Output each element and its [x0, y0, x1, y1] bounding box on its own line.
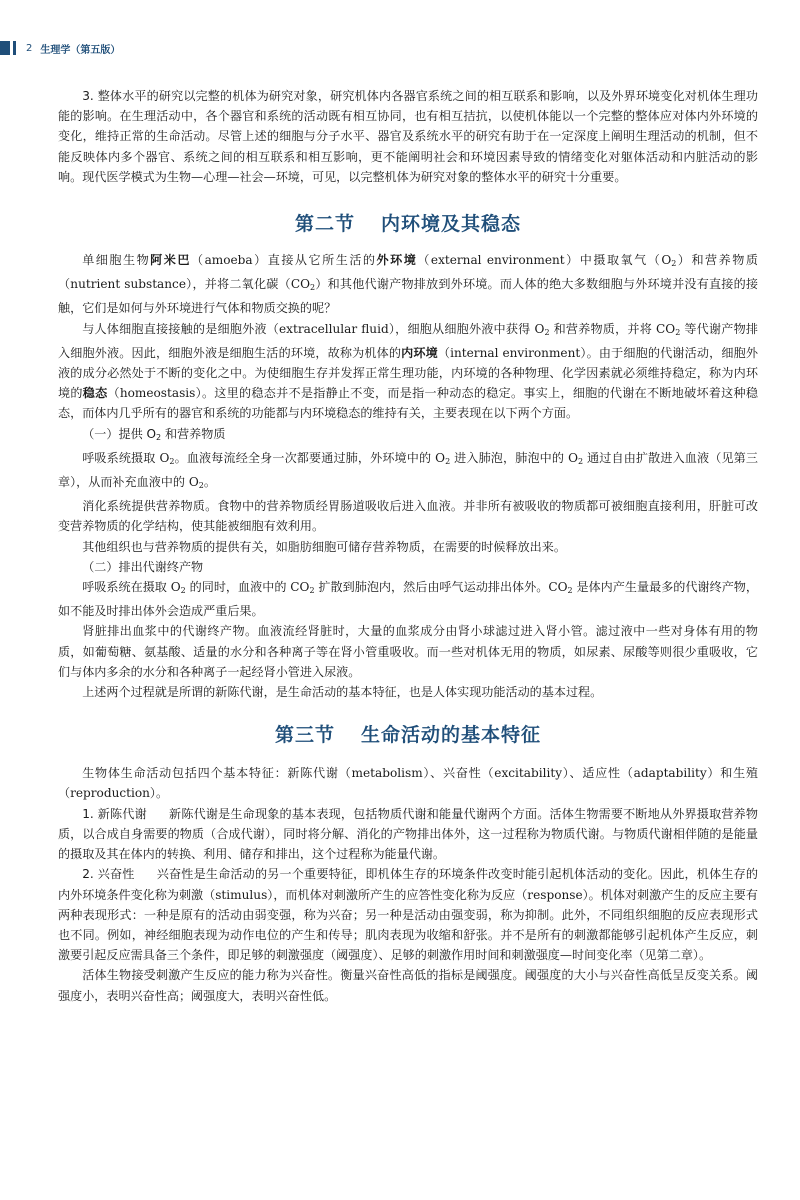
paragraph-amoeba [58, 250, 758, 319]
paragraph-metabolism-summary: 上述两个过程就是所谓的新陈代谢，是生命活动的基本特征，也是人体实现功能活动的基本过程。 [82, 685, 603, 700]
text-run: （external environment）中摄取氧气（O [417, 253, 672, 268]
subscript: 2 [198, 481, 204, 491]
subscript: 2 [156, 432, 162, 442]
page-header [0, 40, 120, 56]
subscript: 2 [309, 586, 315, 596]
subscript: 2 [544, 327, 550, 337]
item-title-excitability: 2. 兴奋性 [82, 867, 135, 882]
text-run: ）和营养物质（nutrient substance），并将二氧化碳（CO [58, 253, 758, 292]
item-title-metabolism: 1. 新陈代谢 [82, 806, 147, 821]
text-run: 单细胞生物 [82, 253, 151, 268]
text-run: 与人体细胞直接接触的是细胞外液（extracellular fluid），细胞从细胞外液中获得 O [82, 321, 545, 336]
item-title-whole-body-level: 3. 整体水平的研究 [82, 89, 184, 103]
text-run: 扩散到肺泡内，然后由呼气运动排出体外。CO [314, 580, 568, 595]
subscript: 2 [169, 456, 175, 466]
term-amoeba: 阿米巴 [150, 253, 191, 268]
text-run: （amoeba）直接从它所生活的 [190, 253, 377, 268]
paragraph-respiratory-co2 [58, 577, 758, 621]
text-run: 是体内产生量最多的代谢终产物，如不能及时排出体外会造成严重后果。 [58, 580, 759, 619]
text-run: （一）提供 O [82, 426, 157, 441]
section-title: 生命活动的基本特征 [361, 724, 542, 747]
term-external-environment: 外环境 [376, 253, 418, 268]
subheading-excrete-metabolites: （二）排出代谢终产物 [82, 559, 204, 574]
subscript: 2 [578, 456, 584, 466]
paragraph-digestive-nutrients: 消化系统提供营养物质。食物中的营养物质经胃肠道吸收后进入血液。并非所有被吸收的物质都可被细胞直接利用，肝脏可改变营养物质的化学结构，使其能被细胞有效利用。 [58, 499, 758, 534]
page-number: 2 [26, 42, 33, 54]
text-run: 。血液每流经全身一次都要通过肺，外环境中的 O [174, 450, 446, 465]
item-text-excitability: 兴奋性是生命活动的另一个重要特征，即机体生存的环境条件改变时能引起机体活动的变化。因此，机体生存的内外环境条件变化称为刺激（stimulus），而机体对刺激所产生的应答性变化称为反应（response）。机体对刺激产生的反应主要有两种表现形式：一种是原有的活动由弱变强，称为兴奋；另一种是活动由强变弱，称为抑制。此外，不同组织细胞的反应表现形式也不同。例如，神经细胞表现为动作电位的产生和传导；肌肉表现为收缩和舒张。并不是所有的刺激都能够引起机体产生反应，刺激要引起反应需具备三个条件，即足够的刺激强度（阈强度）、足够的刺激作用时间和刺激强度—时间变化率（见第二章）。 [58, 867, 758, 963]
paragraph-excitability [58, 864, 758, 965]
subscript: 2 [675, 327, 681, 337]
text-run: ）和其他代谢产物排放到外环境。而人体的绝大多数细胞与外环境并没有直接的接触，它们是如何与外环境进行气体和物质交换的呢？ [58, 277, 758, 316]
paragraph-kidney: 肾脏排出血浆中的代谢终产物。血液流经肾脏时，大量的血浆成分由肾小球滤过进入肾小管。滤过液中一些对身体有用的物质，如葡萄糖、氨基酸、适量的水分和各种离子等在肾小管重吸收。而一些对机体无用的物质，如尿素、尿酸等则很少重吸收，它们与体内多余的水分和各种离子一起经肾小管进入尿液。 [58, 624, 758, 679]
running-title: 生理学（第五版） [40, 44, 121, 56]
paragraph-other-tissues: 其他组织也与营养物质的提供有关，如脂肪细胞可储存营养物质，在需要的时候释放出来。 [82, 539, 566, 554]
section-title: 内环境及其稳态 [381, 213, 522, 236]
section-number: 第三节 [274, 724, 335, 747]
paragraph-internal-environment [58, 319, 758, 424]
text-run: （internal environment）。由于细胞的代谢活动，细胞外液的成分必然处于不断的变化之中。为使细胞生存并发挥正常生理功能，内环境的各种物理、化学因素就必须维持稳定，称为内环境的 [58, 345, 758, 401]
text-run: 进入肺泡，肺泡中的 O [450, 450, 578, 465]
text-run: 的同时，血液中的 CO [185, 580, 310, 595]
item-text-metabolism: 新陈代谢是生命现象的基本表现，包括物质代谢和能量代谢两个方面。活体生物需要不断地从外界摄取营养物质，以合成自身需要的物质（合成代谢），同时将分解、消化的产物排出体外，这一过程称为物质代谢。与物质代谢相伴随的是能量的摄取及其在体内的转换、利用、储存和排出，这个过程称为能量代谢。 [58, 806, 758, 862]
text-run: 和营养物质 [161, 426, 226, 441]
header-bar-mark-thin [13, 41, 16, 55]
section-heading-life-characteristics [58, 720, 758, 747]
text-run: 等代谢产物排入细胞外液。因此，细胞外液是细胞生活的环境，故称为机体的 [58, 321, 758, 360]
term-internal-environment: 内环境 [401, 345, 438, 360]
subscript: 2 [445, 456, 451, 466]
paragraph-whole-body-level [58, 86, 758, 187]
subheading-provide-oxygen [58, 424, 758, 448]
subscript: 2 [671, 259, 677, 269]
item-text-whole-body-level: 以完整的机体为研究对象，研究机体内各器官系统之间的相互联系和影响，以及外界环境变化对机体生理功能的影响。在生理活动中，各个器官和系统的活动既有相互协同，也有相互拮抗，以使机体能以一个完整的整体应对体内外环境的变化，维持正常的生命活动。尽管上述的细胞与分子水平、器官及系统水平的研究有助于在一定深度上阐明生理活动的机制，但不能反映体内多个器官、系统之间的相互联系和相互影响，更不能阐明社会和环境因素导致的情绪变化对躯体活动和内脏活动的影响。现代医学模式为生物—心理—社会—环境，可见，以完整机体为研究对象的整体水平的研究十分重要。 [58, 89, 758, 184]
paragraph-metabolism [58, 804, 758, 865]
subscript: 2 [180, 586, 186, 596]
page-content [58, 86, 758, 1006]
section-number: 第二节 [294, 213, 355, 236]
paragraph-threshold: 活体生物接受刺激产生反应的能力称为兴奋性。衡量兴奋性高低的指标是阈强度。阈强度的大小与兴奋性高低呈反变关系。阈强度小，表明兴奋性高；阈强度大，表明兴奋性低。 [58, 968, 758, 1003]
term-homeostasis: 稳态 [82, 386, 108, 401]
text-run: 呼吸系统在摄取 O [82, 580, 181, 595]
text-run: 通过自由扩散进入血液（见第三章），从而补充血液中的 O [58, 450, 758, 490]
text-run: 和营养物质，并将 CO [549, 321, 676, 336]
text-run: 。 [203, 475, 216, 490]
header-bar-mark [0, 41, 10, 55]
text-run: 呼吸系统摄取 O [82, 450, 170, 465]
text-run: （homeostasis）。这里的稳态并不是指静止不变，而是指一种动态的稳定。事实上，细胞的代谢在不断地破坏着这种稳态，而体内几乎所有的器官和系统的功能都与内环境稳态的维持有关，主要表现在以下两个方面。 [58, 386, 758, 421]
paragraph-respiratory-oxygen [58, 448, 758, 496]
section-heading-internal-environment [58, 209, 758, 236]
subscript: 2 [567, 586, 573, 596]
paragraph-four-features: 生物体生命活动包括四个基本特征：新陈代谢（metabolism）、兴奋性（excitability）、适应性（adaptability）和生殖（reproduction）。 [58, 766, 758, 801]
subscript: 2 [310, 283, 316, 293]
